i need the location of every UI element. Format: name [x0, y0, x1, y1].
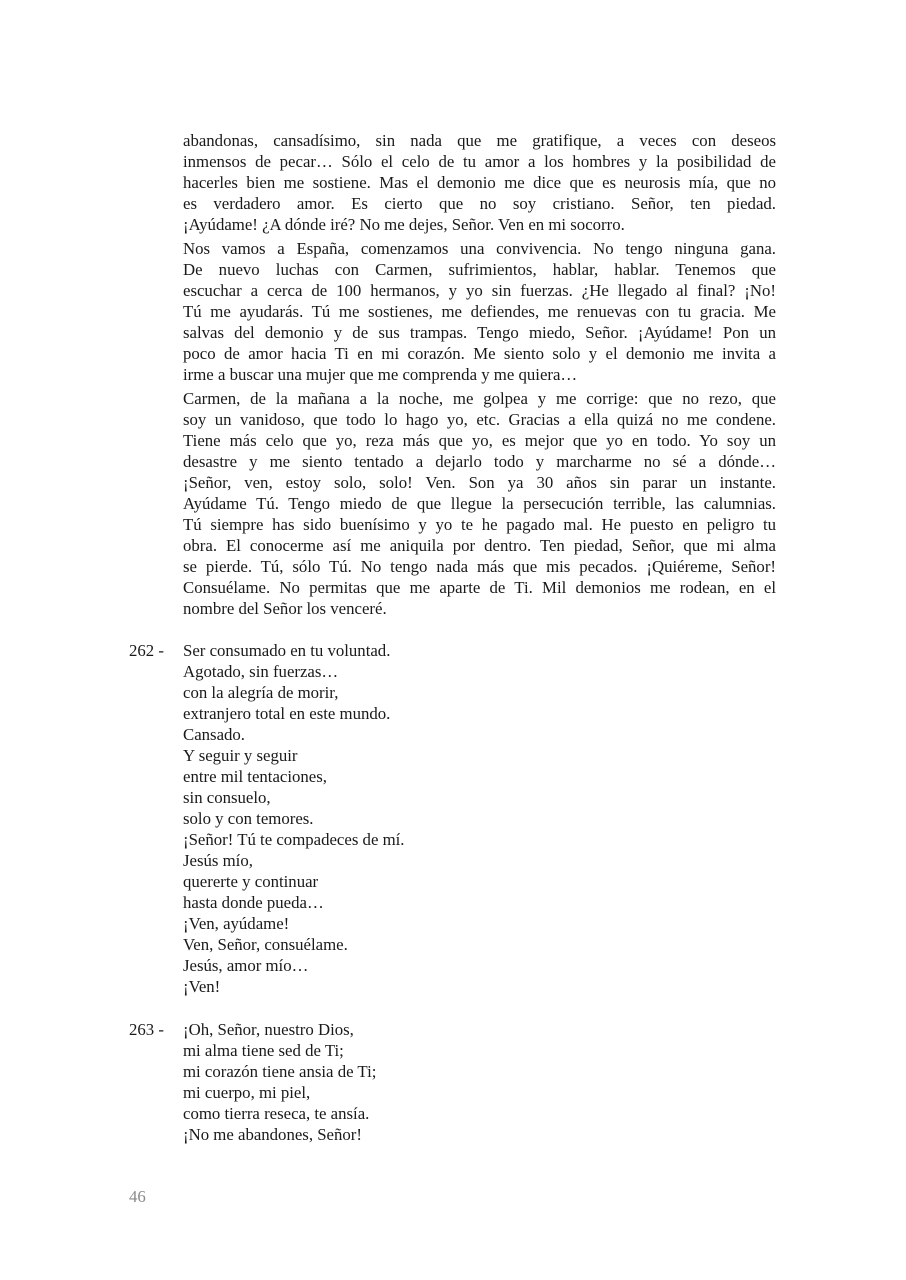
- text-line: desastre y me siento tentado a dejarlo todo y marcharme no sé a dónde…: [183, 452, 776, 471]
- prose-continuation: [183, 130, 776, 622]
- text-line: Tiene más celo que yo, reza más que yo, es mejor que yo en todo. Yo soy un: [183, 431, 776, 450]
- paragraph: [183, 130, 776, 235]
- text-line: De nuevo luchas con Carmen, sufrimientos, hablar, hablar. Tenemos que: [183, 260, 776, 279]
- verse-line: Ser consumado en tu voluntad.: [183, 641, 391, 660]
- verse-line: ¡Ven, ayúdame!: [183, 914, 290, 933]
- verse-line: extranjero total en este mundo.: [183, 704, 391, 723]
- text-line: escuchar a cerca de 100 hermanos, y yo sin fuerzas. ¿He llegado al final? ¡No!: [183, 281, 776, 300]
- paragraph: [183, 238, 776, 385]
- text-line: irme a buscar una mujer que me comprenda y me quiera…: [183, 365, 578, 384]
- text-line: poco de amor hacia Ti en mi corazón. Me siento solo y el demonio me invita a: [183, 344, 776, 363]
- verse-line: ¡Oh, Señor, nuestro Dios,: [183, 1020, 354, 1039]
- verse-line: Jesús mío,: [183, 851, 253, 870]
- verse-line: Y seguir y seguir: [183, 746, 298, 765]
- text-line: soy un vanidoso, que todo lo hago yo, etc. Gracias a ella quizá no me condene.: [183, 410, 776, 429]
- text-line: Consuélame. No permitas que me aparte de Ti. Mil demonios me rodean, en el: [183, 578, 776, 597]
- verse-line: ¡Ven!: [183, 977, 221, 996]
- verse-line: entre mil tentaciones,: [183, 767, 327, 786]
- verse-line: Ven, Señor, consuélame.: [183, 935, 348, 954]
- text-line: Tú siempre has sido buenísimo y yo te he pagado mal. He puesto en peligro tu: [183, 515, 776, 534]
- text-line: hacerles bien me sostiene. Mas el demonio me dice que es neurosis mía, que no: [183, 173, 776, 192]
- text-line: ¡Ayúdame! ¿A dónde iré? No me dejes, Señor. Ven en mi socorro.: [183, 215, 625, 234]
- verse-line: con la alegría de morir,: [183, 683, 339, 702]
- verse-line: mi alma tiene sed de Ti;: [183, 1041, 344, 1060]
- verse-line: Jesús, amor mío…: [183, 956, 309, 975]
- text-line: Ayúdame Tú. Tengo miedo de que llegue la persecución terrible, las calumnias.: [183, 494, 776, 513]
- text-line: obra. El conocerme así me aniquila por dentro. Ten piedad, Señor, que mi alma: [183, 536, 776, 555]
- text-line: abandonas, cansadísimo, sin nada que me gratifique, a veces con deseos: [183, 131, 776, 150]
- entry-263: [183, 1019, 776, 1145]
- text-line: nombre del Señor los venceré.: [183, 599, 387, 618]
- verse-line: mi corazón tiene ansia de Ti;: [183, 1062, 377, 1081]
- page-number: 46: [129, 1187, 146, 1206]
- verse-line: sin consuelo,: [183, 788, 271, 807]
- entry-262: [183, 640, 776, 997]
- verse-line: hasta donde pueda…: [183, 893, 324, 912]
- text-line: inmensos de pecar… Sólo el celo de tu amor a los hombres y la posibilidad de: [183, 152, 776, 171]
- verse-line: solo y con temores.: [183, 809, 314, 828]
- text-line: ¡Señor, ven, estoy solo, solo! Ven. Son ya 30 años sin parar un instante.: [183, 473, 776, 492]
- text-line: salvas del demonio y de sus trampas. Tengo miedo, Señor. ¡Ayúdame! Pon un: [183, 323, 776, 342]
- verse-line: como tierra reseca, te ansía.: [183, 1104, 370, 1123]
- text-line: Nos vamos a España, comenzamos una convivencia. No tengo ninguna gana.: [183, 239, 776, 258]
- entry-number: 263 -: [129, 1020, 164, 1039]
- paragraph: [183, 388, 776, 619]
- verse-line: Agotado, sin fuerzas…: [183, 662, 339, 681]
- verse-line: quererte y continuar: [183, 872, 319, 891]
- text-line: se pierde. Tú, sólo Tú. No tengo nada más que mis pecados. ¡Quiéreme, Señor!: [183, 557, 776, 576]
- text-line: Carmen, de la mañana a la noche, me golpea y me corrige: que no rezo, que: [183, 389, 776, 408]
- verse-line: Cansado.: [183, 725, 245, 744]
- verse-line: ¡No me abandones, Señor!: [183, 1125, 362, 1144]
- verse-line: mi cuerpo, mi piel,: [183, 1083, 311, 1102]
- entry-number: 262 -: [129, 641, 164, 660]
- text-line: es verdadero amor. Es cierto que no soy cristiano. Señor, ten piedad.: [183, 194, 776, 213]
- text-line: Tú me ayudarás. Tú me sostienes, me defiendes, me renuevas con tu gracia. Me: [183, 302, 776, 321]
- verse-line: ¡Señor! Tú te compadeces de mí.: [183, 830, 405, 849]
